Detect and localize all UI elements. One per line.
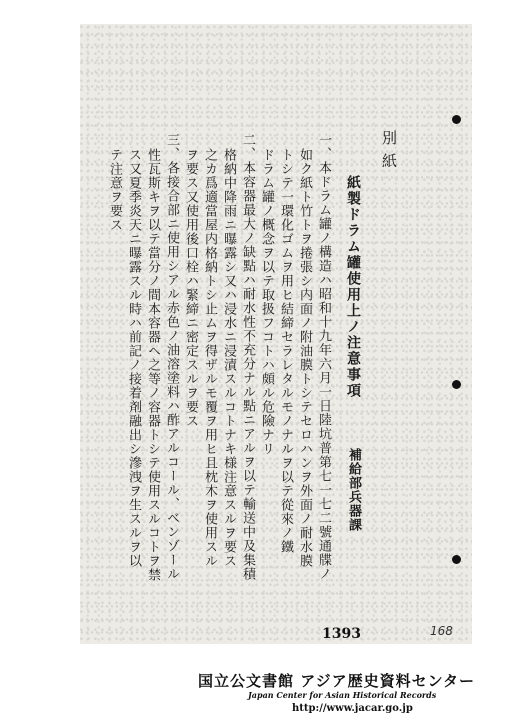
document-title: 紙製ドラム罐使用上ノ注意事項 xyxy=(345,175,361,399)
text-column: 如ク紙ト竹トヲ捲張シ内面ノ附油膜トシテセロハンヲ外面ノ耐水膜 xyxy=(297,148,312,568)
attachment-label: 別紙 xyxy=(380,130,398,176)
text-column: 性瓦斯キヲ以テ當分ノ間本容器ヘ之等ノ容器トシテ使用スルコトヲ禁 xyxy=(145,148,160,582)
footer-organization: 国立公文書館 アジア歴史資料センター xyxy=(198,672,476,690)
text-column: テ注意ヲ要ス xyxy=(107,148,122,232)
text-column: 之カ爲適當屋内格納トシ止ムヲ得ザルモ覆ヲ用ヒ且枕木ヲ使用スル xyxy=(202,148,217,568)
binding-hole-middle xyxy=(452,380,461,389)
text-column: ドラム罐ノ概念ヲ以テ取扱フコトハ頗ル危險ナリ xyxy=(259,148,274,456)
issuing-department: 補給部兵器課 xyxy=(346,448,361,532)
handwritten-page-number: 168 xyxy=(430,624,453,638)
page-number: 1393 xyxy=(322,626,361,642)
footer-url: http://www.jacar.go.jp xyxy=(292,703,413,714)
text-column: 三、各接合部ニ使用シアル赤色ノ油溶塗料ハ酢アルコール、ベンゾール xyxy=(164,133,179,581)
binding-hole-bottom xyxy=(452,555,461,564)
text-column: 格納中降雨ニ曝露シ又ハ浸水ニ浸漬スルコトナキ様注意スルヲ要ス xyxy=(221,148,236,568)
text-column: 一、本ドラム罐ノ構造ハ昭和十九年六月一日陸坑普第七一七二號通牒ノ xyxy=(316,133,331,581)
footer-english-name: Japan Center for Asian Historical Records xyxy=(248,690,437,700)
text-column: ヲ要ス又使用後口栓ハ緊締ニ密定スルヲ要ス xyxy=(183,148,198,428)
binding-hole-top xyxy=(452,115,461,124)
text-column: 二、本容器最大ノ缺點ハ耐水性不充分ナル點ニアルヲ以テ輸送中及集積 xyxy=(240,133,255,581)
text-column: トシテ一環化ゴムヲ用ヒ結締セラレタルモノナルヲ以テ從來ノ鐵 xyxy=(278,148,293,554)
text-column: ス又夏季炎天ニ曝露スル時ハ前記ノ接着剤融出シ滲洩ヲ生スルヲ以 xyxy=(126,148,141,568)
